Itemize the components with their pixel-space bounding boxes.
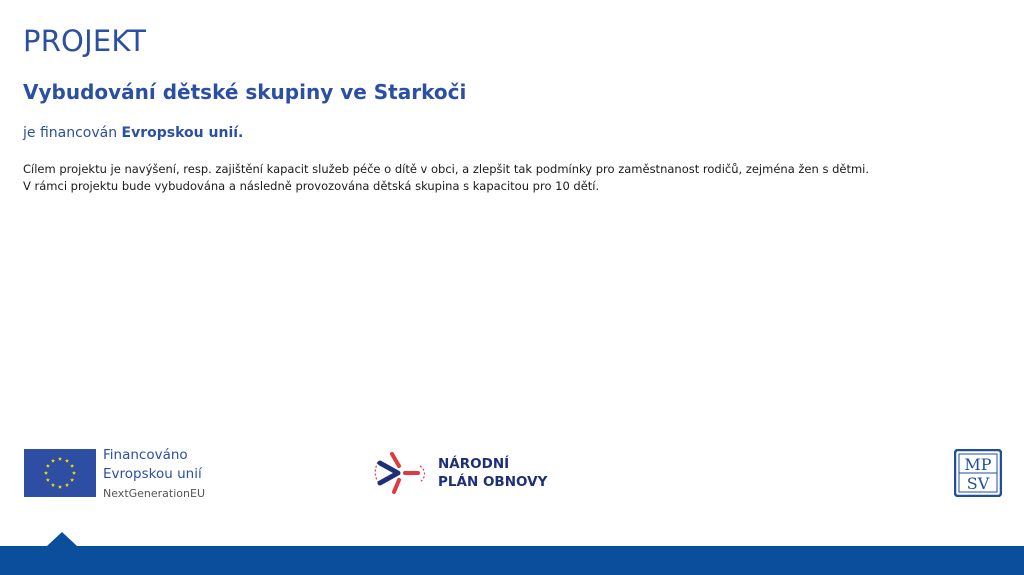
description-line-2: V rámci projektu bude vybudována a následně provozována dětská skupina s kapacitou pro 10 dětí. xyxy=(23,179,600,193)
mpsv-logo-text-bottom: SV xyxy=(966,474,990,493)
funding-prefix: je financován xyxy=(23,125,122,141)
npo-text-line-2: PLÁN OBNOVY xyxy=(438,474,548,490)
project-description xyxy=(23,161,983,195)
bottom-bar-notch xyxy=(47,532,77,546)
eu-funding-text xyxy=(103,446,205,502)
page-title: PROJEKT xyxy=(23,24,147,58)
eu-text-line-2: Evropskou unií xyxy=(103,466,202,482)
npo-text xyxy=(438,455,547,491)
description-line-1: Cílem projektu je navýšení, resp. zajištění kapacit služeb péče o dítě v obci, a zlepšit tak podmínky pro zaměstnanost rodičů, zejména žen s dětmi. xyxy=(23,162,870,176)
project-name: Vybudování dětské skupiny ve Starkoči xyxy=(23,80,467,104)
npo-logo-icon xyxy=(372,448,430,498)
bottom-bar xyxy=(0,546,1024,575)
mpsv-logo-text-top: MP xyxy=(964,455,992,474)
funding-emphasis: Evropskou unií. xyxy=(121,125,244,141)
eu-text-line-1: Financováno xyxy=(103,447,188,463)
mpsv-logo xyxy=(954,449,1002,497)
eu-text-line-3: NextGenerationEU xyxy=(103,487,205,500)
npo-text-line-1: NÁRODNÍ xyxy=(438,456,510,472)
eu-flag-logo xyxy=(24,449,96,497)
funding-statement xyxy=(23,125,243,141)
